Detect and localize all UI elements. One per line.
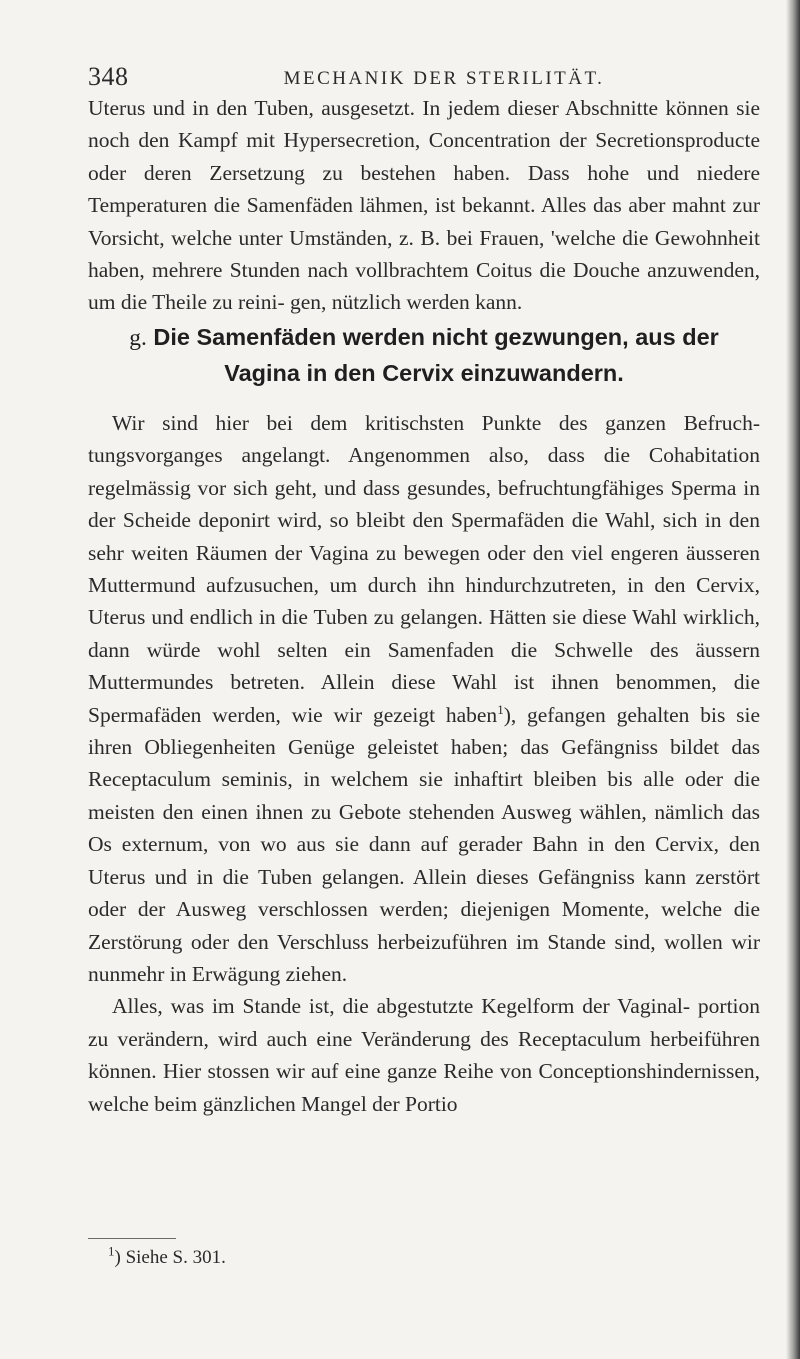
footnote-divider	[88, 1238, 176, 1239]
page-edge-shadow	[786, 0, 800, 1359]
text-line: Uterus und in den Tuben, ausgesetzt. In jedem dieser Abschnitte können sie noch den Kampf mit Hypersecretion, Concentration der Secretionsproducte oder deren Zersetzung zu bestehen haben. Dass hohe und niedere Temperaturen die Samenfäden lähmen, ist bekannt. Alles das aber mahnt zur Vorsicht, welche unter Umständen, z. B. bei Frauen, 'welche die Gewohnheit haben, mehrere Stunden nach vollbrachtem Coitus die Douche anzuwenden, um die Theile zu reini- gen, nützlich werden kann.	[88, 96, 761, 315]
footnote-text: ) Siehe S. 301.	[114, 1247, 226, 1268]
footnote-marker: 1	[108, 1243, 115, 1259]
running-title: MECHANIK DER STERILITÄT.	[283, 68, 605, 89]
paragraph: Wir sind hier bei dem kritischsten Punkte des ganzen Befruch- tungsvorganges angelangt. Angenommen also, dass die Cohabitation regelmässig vor sich geht, und dass gesundes, befruchtungfähiges Sperma in der Scheide deponirt wird, so bleibt den Spermafäden die Wahl, sich in den sehr weiten Räumen der Vagina zu bewegen oder den viel engeren äusseren Muttermund aufzusuchen, um durch ihn hindurchzutreten, in den Cervix, Uterus und endlich in die Tuben zu gelangen. Hätten sie diese Wahl wirklich, dann würde wohl selten ein Samenfaden die Schwelle des äussern Muttermundes betreten. Allein diese Wahl ist ihnen benommen, die Spermafäden werden, wie wir gezeigt haben$^1$), gefangen gehalten bis sie ihren Obliegenheiten Genüge geleistet haben; das Gefängniss bildet das Receptaculum seminis, in welchem sie inhaftirt bleiben bis alle oder die meisten den einen ihnen zu Gebote stehenden Ausweg wählen, nämlich das Os externum, von wo aus sie dann auf gerader Bahn in den Cervix, den Uterus und in die Tuben gelangen. Allein dieses Gefängniss kann zerstört oder der Ausweg verschlossen werden; diejenigen Momente, welche die Zerstörung oder den Verschluss herbeizuführen im Stande sind, wollen wir nunmehr in Erwägung ziehen.	[88, 411, 761, 986]
section-letter: g.	[129, 325, 147, 351]
footnote-reference[interactable]: 1	[497, 701, 504, 717]
paragraph-continued	[88, 92, 760, 319]
footnote	[108, 1243, 226, 1270]
page-number: 348	[88, 62, 129, 91]
page-header	[88, 62, 760, 92]
heading-line-1	[88, 320, 760, 356]
section-heading	[88, 320, 760, 391]
section-body	[88, 407, 760, 1120]
heading-text-1: Die Samenfäden werden nicht gezwungen, aus der	[153, 324, 719, 350]
paragraph: Alles, was im Stande ist, die abgestutzte Kegelform der Vaginal- portion zu verändern, wird auch eine Veränderung des Receptaculum herbeiführen können. Hier stossen wir auf eine ganze Reihe von Conceptionshindernissen, welche beim gänzlichen Mangel der Portio	[88, 994, 761, 1116]
heading-line-2: Vagina in den Cervix einzuwandern.	[224, 360, 624, 386]
